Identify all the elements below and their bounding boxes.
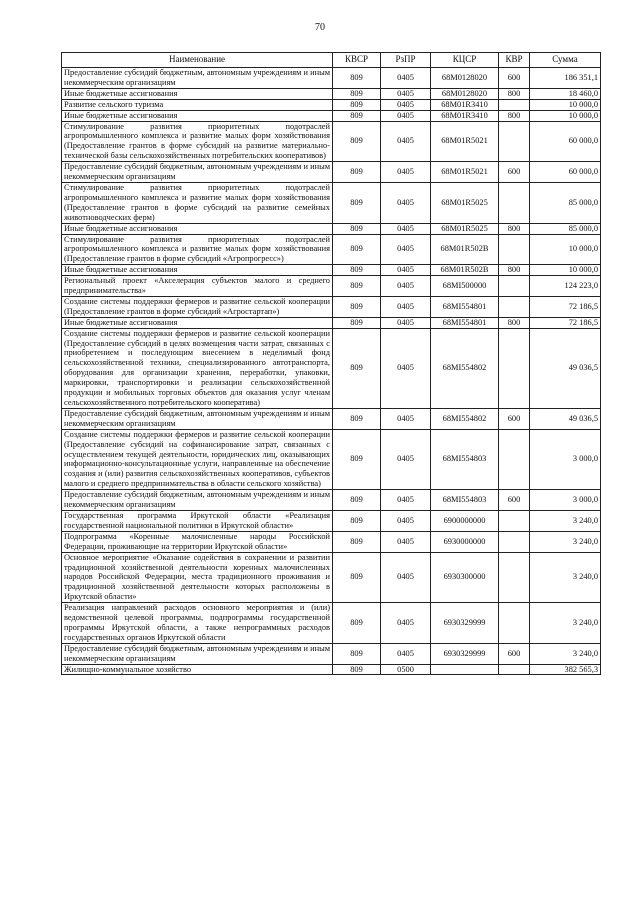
cell-kvsr: 809 <box>333 531 381 552</box>
table-row <box>62 88 601 99</box>
cell-sum: 10 000,0 <box>530 265 601 276</box>
cell-rzpr: 0405 <box>381 182 431 223</box>
cell-kcsr: 68М0128020 <box>431 68 499 89</box>
cell-kvsr: 809 <box>333 664 381 675</box>
cell-sum: 3 000,0 <box>530 490 601 511</box>
cell-name: Жилищно-коммунальное хозяйство <box>62 664 333 675</box>
cell-name: Предоставление субсидий бюджетным, автономным учреждениям и иным некоммерческим организациям <box>62 68 333 89</box>
table-row <box>62 265 601 276</box>
cell-rzpr: 0405 <box>381 265 431 276</box>
cell-kvr <box>499 234 530 265</box>
cell-name: Создание системы поддержки фермеров и развитие сельской кооперации (Предоставление субсидий на софинансирование затрат, связанных с осуществлением текущей деятельности, юридических лиц, оказывающих информационно-консультационные услуги, направленные на обеспечение создания и (или) развития сельскохозяйственных кооперативов, субъектов малого и среднего предпринимательства в области сельского хозяйства) <box>62 429 333 489</box>
cell-name: Стимулирование развития приоритетных подотраслей агропромышленного комплекса и развитие малых форм хозяйствования (Предоставление грантов в форме субсидий «Агропрогресс») <box>62 234 333 265</box>
cell-kcsr: 68МI554801 <box>431 296 499 317</box>
cell-kvr: 800 <box>499 265 530 276</box>
cell-kcsr: 6930329999 <box>431 643 499 664</box>
cell-name: Иные бюджетные ассигнования <box>62 265 333 276</box>
cell-name: Региональный проект «Акселерация субъектов малого и среднего предпринимательства» <box>62 276 333 297</box>
cell-kvr <box>499 328 530 408</box>
table-body <box>62 68 601 675</box>
table-row <box>62 110 601 121</box>
cell-rzpr: 0405 <box>381 510 431 531</box>
cell-kvsr: 809 <box>333 429 381 489</box>
cell-name: Создание системы поддержки фермеров и развитие сельской кооперации (Предоставление субсидий в целях возмещения части затрат, связанных с приобретением и последующим внесением в неделимый фонд сельскохозяйственной техники, специализированного автотранспорта, оборудования для организации хранения, переработки, упаковки, маркировки, транспортировки и реализации сельскохозяйственной продукции и мобильных торговых объектов для оказания услуг членам сельскохозяйственного потребительского кооператива) <box>62 328 333 408</box>
cell-sum: 3 240,0 <box>530 603 601 644</box>
cell-kcsr: 68М01R5025 <box>431 223 499 234</box>
cell-kvr <box>499 99 530 110</box>
cell-sum: 3 240,0 <box>530 643 601 664</box>
cell-kcsr: 68М01R5021 <box>431 162 499 183</box>
cell-name: Иные бюджетные ассигнования <box>62 88 333 99</box>
table-row <box>62 490 601 511</box>
cell-kvr: 600 <box>499 68 530 89</box>
cell-name: Реализация направлений расходов основного мероприятия и (или) ведомственной целевой программы, подпрограммы государственной программы Иркутской области, а также непрограммных расходов государственных органов Иркутской области <box>62 603 333 644</box>
table-row <box>62 276 601 297</box>
cell-kvr: 800 <box>499 223 530 234</box>
cell-kvsr: 809 <box>333 182 381 223</box>
cell-rzpr: 0405 <box>381 317 431 328</box>
cell-kcsr: 68МI554803 <box>431 429 499 489</box>
cell-kcsr: 68МI500000 <box>431 276 499 297</box>
table-row <box>62 296 601 317</box>
cell-rzpr: 0405 <box>381 68 431 89</box>
cell-rzpr: 0500 <box>381 664 431 675</box>
cell-sum: 186 351,1 <box>530 68 601 89</box>
table-header-row <box>62 53 601 68</box>
cell-rzpr: 0405 <box>381 223 431 234</box>
cell-kcsr: 68М01R502В <box>431 234 499 265</box>
cell-rzpr: 0405 <box>381 429 431 489</box>
cell-kvsr: 809 <box>333 296 381 317</box>
table-row <box>62 328 601 408</box>
table-row <box>62 162 601 183</box>
cell-name: Предоставление субсидий бюджетным, автономным учреждениям и иным некоммерческим организациям <box>62 162 333 183</box>
cell-kvsr: 809 <box>333 121 381 162</box>
cell-name: Предоставление субсидий бюджетным, автономным учреждениям и иным некоммерческим организациям <box>62 643 333 664</box>
cell-kvsr: 809 <box>333 223 381 234</box>
header-kvsr: КВСР <box>333 53 381 68</box>
cell-kvsr: 809 <box>333 88 381 99</box>
cell-kvr: 600 <box>499 408 530 429</box>
table-row <box>62 182 601 223</box>
header-kvr: КВР <box>499 53 530 68</box>
cell-name: Иные бюджетные ассигнования <box>62 223 333 234</box>
cell-name: Иные бюджетные ассигнования <box>62 317 333 328</box>
table-row <box>62 121 601 162</box>
cell-kvr <box>499 603 530 644</box>
cell-sum: 72 186,5 <box>530 296 601 317</box>
header-sum: Сумма <box>530 53 601 68</box>
cell-kcsr: 68МI554803 <box>431 490 499 511</box>
budget-table <box>61 52 601 675</box>
cell-rzpr: 0405 <box>381 121 431 162</box>
cell-sum: 60 000,0 <box>530 162 601 183</box>
cell-kvsr: 809 <box>333 317 381 328</box>
cell-kvr <box>499 276 530 297</box>
cell-name: Предоставление субсидий бюджетным, автономным учреждениям и иным некоммерческим организациям <box>62 490 333 511</box>
cell-kcsr: 68М01R3410 <box>431 99 499 110</box>
cell-kvsr: 809 <box>333 265 381 276</box>
cell-kvsr: 809 <box>333 162 381 183</box>
cell-sum: 3 240,0 <box>530 531 601 552</box>
table-row <box>62 643 601 664</box>
cell-sum: 382 565,3 <box>530 664 601 675</box>
table-row <box>62 429 601 489</box>
cell-sum: 10 000,0 <box>530 99 601 110</box>
cell-rzpr: 0405 <box>381 162 431 183</box>
table-row <box>62 408 601 429</box>
cell-kcsr: 68М01R5025 <box>431 182 499 223</box>
table-row <box>62 510 601 531</box>
cell-kvr <box>499 121 530 162</box>
cell-kcsr: 68МI554802 <box>431 328 499 408</box>
table-row <box>62 552 601 603</box>
cell-kvsr: 809 <box>333 234 381 265</box>
cell-kvr <box>499 182 530 223</box>
cell-kvsr: 809 <box>333 490 381 511</box>
cell-rzpr: 0405 <box>381 603 431 644</box>
cell-kvr: 800 <box>499 88 530 99</box>
table-row <box>62 531 601 552</box>
cell-sum: 10 000,0 <box>530 234 601 265</box>
cell-sum: 85 000,0 <box>530 223 601 234</box>
table-row <box>62 68 601 89</box>
cell-kvr <box>499 552 530 603</box>
cell-sum: 49 036,5 <box>530 328 601 408</box>
cell-kvr <box>499 510 530 531</box>
cell-rzpr: 0405 <box>381 99 431 110</box>
cell-kcsr: 68М01R5021 <box>431 121 499 162</box>
cell-kvsr: 809 <box>333 68 381 89</box>
cell-name: Основное мероприятие «Оказание содействия в сохранении и развитии традиционной хозяйственной деятельности коренных малочисленных народов Российской Федерации, места традиционного проживания и традиционной хозяйственной деятельности которых расположены в Иркутской области» <box>62 552 333 603</box>
cell-sum: 49 036,5 <box>530 408 601 429</box>
cell-sum: 85 000,0 <box>530 182 601 223</box>
cell-kcsr: 6930300000 <box>431 552 499 603</box>
cell-kvr: 800 <box>499 317 530 328</box>
cell-name: Иные бюджетные ассигнования <box>62 110 333 121</box>
cell-name: Создание системы поддержки фермеров и развитие сельской кооперации (Предоставление грантов в форме субсидий «Агростартап») <box>62 296 333 317</box>
cell-sum: 3 000,0 <box>530 429 601 489</box>
cell-sum: 3 240,0 <box>530 552 601 603</box>
cell-name: Подпрограмма «Коренные малочисленные народы Российской Федерации, проживающие на территории Иркутской области» <box>62 531 333 552</box>
cell-rzpr: 0405 <box>381 110 431 121</box>
cell-rzpr: 0405 <box>381 531 431 552</box>
cell-name: Развитие сельского туризма <box>62 99 333 110</box>
cell-kvsr: 809 <box>333 328 381 408</box>
cell-name: Предоставление субсидий бюджетным, автономным учреждениям и иным некоммерческим организациям <box>62 408 333 429</box>
cell-kvr <box>499 664 530 675</box>
cell-kvr: 800 <box>499 110 530 121</box>
header-rzpr: РзПР <box>381 53 431 68</box>
cell-kvsr: 809 <box>333 110 381 121</box>
table-row <box>62 664 601 675</box>
cell-sum: 124 223,0 <box>530 276 601 297</box>
cell-kcsr: 68М01R502В <box>431 265 499 276</box>
cell-rzpr: 0405 <box>381 552 431 603</box>
cell-kvsr: 809 <box>333 408 381 429</box>
cell-rzpr: 0405 <box>381 490 431 511</box>
cell-sum: 3 240,0 <box>530 510 601 531</box>
cell-rzpr: 0405 <box>381 328 431 408</box>
cell-kvr <box>499 296 530 317</box>
page-number: 70 <box>315 22 325 33</box>
cell-name: Стимулирование развития приоритетных подотраслей агропромышленного комплекса и развитие малых форм хозяйствования (Предоставление грантов в форме субсидий на развитие семейных животноводческих ферм) <box>62 182 333 223</box>
cell-sum: 18 460,0 <box>530 88 601 99</box>
cell-kvsr: 809 <box>333 99 381 110</box>
cell-kvsr: 809 <box>333 276 381 297</box>
cell-kcsr: 6930329999 <box>431 603 499 644</box>
cell-kvr <box>499 531 530 552</box>
cell-kcsr: 68МI554801 <box>431 317 499 328</box>
cell-kcsr: 68МI554802 <box>431 408 499 429</box>
cell-rzpr: 0405 <box>381 643 431 664</box>
cell-sum: 60 000,0 <box>530 121 601 162</box>
cell-rzpr: 0405 <box>381 88 431 99</box>
cell-kcsr: 68М0128020 <box>431 88 499 99</box>
table-row <box>62 223 601 234</box>
header-name: Наименование <box>62 53 333 68</box>
cell-rzpr: 0405 <box>381 296 431 317</box>
cell-sum: 10 000,0 <box>530 110 601 121</box>
cell-kcsr: 6930000000 <box>431 531 499 552</box>
cell-rzpr: 0405 <box>381 276 431 297</box>
cell-kcsr: 6900000000 <box>431 510 499 531</box>
cell-kvr: 600 <box>499 643 530 664</box>
cell-kvsr: 809 <box>333 510 381 531</box>
cell-kcsr: 68М01R3410 <box>431 110 499 121</box>
cell-name: Стимулирование развития приоритетных подотраслей агропромышленного комплекса и развитие малых форм хозяйствования (Предоставление грантов в форме субсидий на развитие материально-технической базы сельскохозяйственных потребительских кооперативов) <box>62 121 333 162</box>
cell-name: Государственная программа Иркутской области «Реализация государственной национальной политики в Иркутской области» <box>62 510 333 531</box>
cell-rzpr: 0405 <box>381 408 431 429</box>
table-row <box>62 603 601 644</box>
table-row <box>62 234 601 265</box>
cell-kvr <box>499 429 530 489</box>
cell-sum: 72 186,5 <box>530 317 601 328</box>
cell-kvr: 600 <box>499 490 530 511</box>
table-row <box>62 99 601 110</box>
cell-rzpr: 0405 <box>381 234 431 265</box>
cell-kcsr <box>431 664 499 675</box>
cell-kvr: 600 <box>499 162 530 183</box>
header-kcsr: КЦСР <box>431 53 499 68</box>
cell-kvsr: 809 <box>333 552 381 603</box>
cell-kvsr: 809 <box>333 603 381 644</box>
cell-kvsr: 809 <box>333 643 381 664</box>
table-row <box>62 317 601 328</box>
